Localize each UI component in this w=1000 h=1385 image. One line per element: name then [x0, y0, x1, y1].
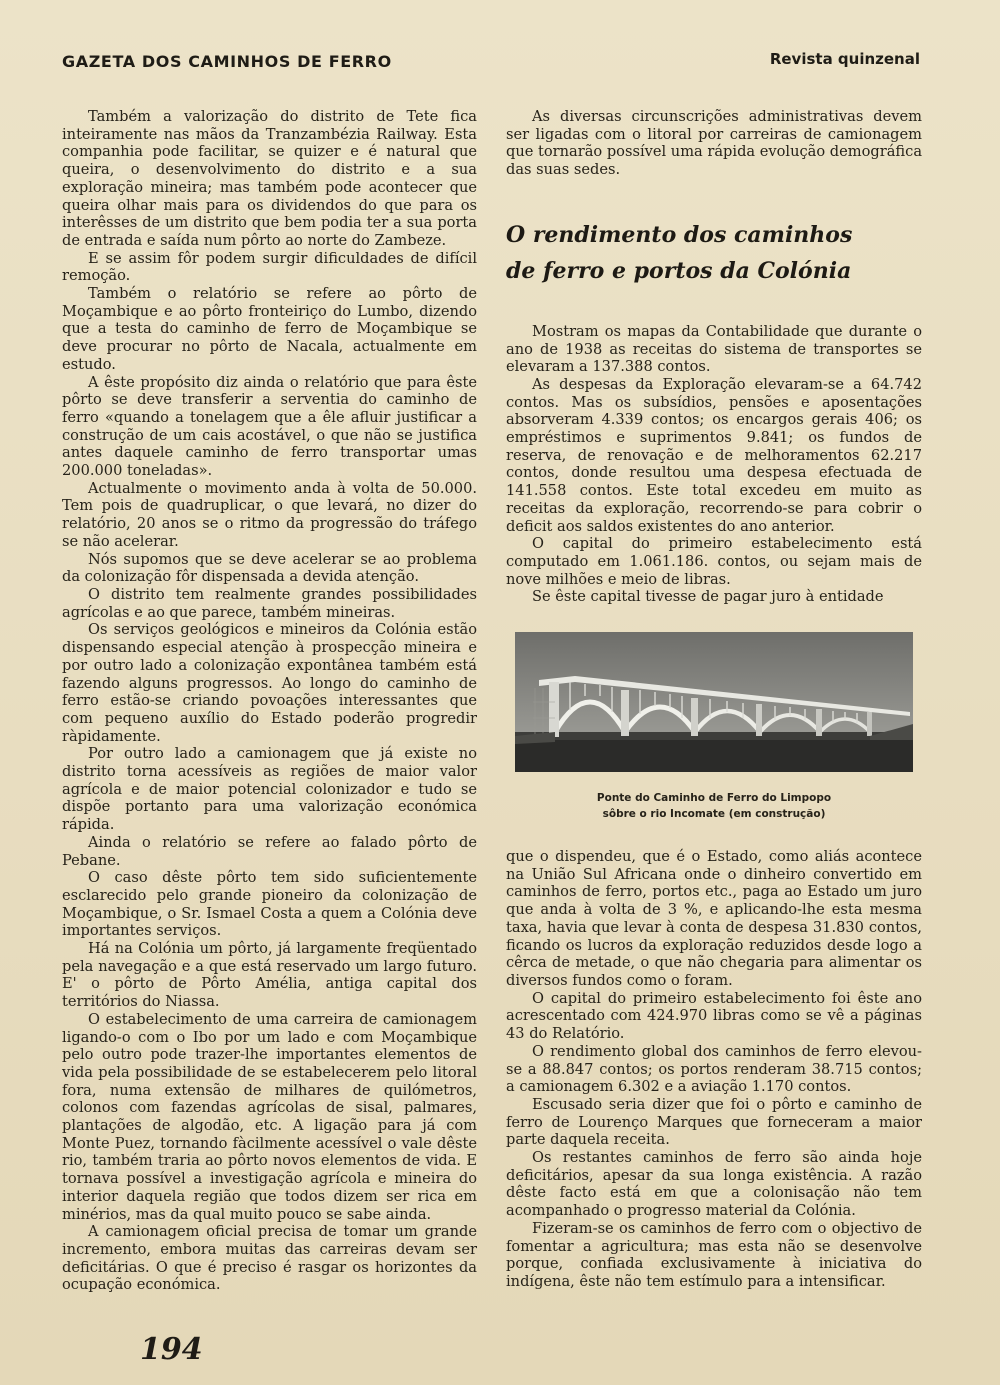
section-title-line: de ferro e portos da Colónia: [506, 257, 852, 284]
paragraph: O capital do primeiro estabelecimento está computado em 1.061.186. contos, ou sejam mais de nove milhões e meio de libras.: [506, 535, 922, 588]
left-column: [62, 108, 477, 1294]
paragraph: Os serviços geológicos e mineiros da Colónia estão dispensando especial atenção à prospecção mineira e por outro lado a colonização expontânea também está fazendo alguns progressos. Ao longo do caminho de ferro estão-se criando povoações interessantes que com pequeno auxílio do Estado poderão progredir ràpidamente.: [62, 621, 477, 745]
publication-title: GAZETA DOS CAMINHOS DE FERRO: [62, 52, 392, 71]
paragraph: Também a valorização do distrito de Tete fica inteiramente nas mãos da Tranzambézia Railway. Esta companhia pode facilitar, se quizer e é natural que queira, o desenvolvimento do distrito e a sua exploração mineira; mas também pode acontecer que queira olhar mais para os dividendos do que para os interêsses de um distrito que bem podia ter a sua porta de entrada e saída num pôrto ao norte do Zambeze.: [62, 108, 477, 249]
paragraph: O distrito tem realmente grandes possibilidades agrícolas e ao que parece, também mineiras.: [62, 585, 477, 621]
paragraph: Actualmente o movimento anda à volta de 50.000. Tem pois de quadruplicar, o que levará, no dizer do relatório, 20 anos se o ritmo da progressão do tráfego se não acelerar.: [62, 479, 477, 550]
bridge-photo: [515, 632, 913, 772]
bridge-illustration: [515, 632, 913, 772]
paragraph: A camionagem oficial precisa de tomar um grande incremento, embora muitas das carreiras devam ser deficitárias. O que é preciso é rasgar os horizontes da ocupação económica.: [62, 1223, 477, 1294]
paragraph: Ainda o relatório se refere ao falado pôrto de Pebane.: [62, 833, 477, 869]
paragraph: Escusado seria dizer que foi o pôrto e caminho de ferro de Lourenço Marques que forneceram a maior parte daquela receita.: [506, 1095, 922, 1149]
paragraph: Mostram os mapas da Contabilidade que durante o ano de 1938 as receitas do sistema de transportes se elevaram a 137.388 contos.: [506, 322, 922, 376]
paragraph: As despesas da Exploração elevaram-se a 64.742 contos. Mas os subsídios, pensões e aposentações absorveram 4.339 contos; os encargos gerais 406; os empréstimos e suprimentos 9.841; os fundos de reserva, de renovação e de melhoramentos 62.217 contos, donde resultou uma despesa efectuada de 141.558 contos. Este total excedeu em muito as receitas da exploração, recorrendo-se para cobrir o deficit aos saldos existentes do ano anterior.: [506, 375, 922, 535]
caption-line: sôbre o rio Incomate (em construção): [602, 808, 826, 821]
paragraph: Nós supomos que se deve acelerar se ao problema da colonização fôr dispensada a devida atenção.: [62, 550, 477, 586]
paragraph: Há na Colónia um pôrto, já largamente freqüentado pela navegação e a que está reservado um largo futuro. E' o pôrto de Pôrto Amélia, antiga capital dos territórios do Niassa.: [62, 940, 477, 1011]
section-title: [506, 217, 922, 289]
caption-line: Ponte do Caminho de Ferro do Limpopo: [596, 792, 832, 805]
paragraph: Fizeram-se os caminhos de ferro com o objectivo de fomentar a agricultura; mas esta não se desenvolve porque, confiada exclusivamente à iniciativa do indígena, êste não tem estímulo para a intensificar.: [506, 1219, 922, 1290]
paragraph: O rendimento global dos caminhos de ferro elevou-se a 88.847 contos; os portos renderam 38.715 contos; a camionagem 6.302 e a aviação 1.170 contos.: [506, 1042, 922, 1096]
photo-caption: [506, 790, 922, 822]
paragraph: A êste propósito diz ainda o relatório que para êste pôrto se deve transferir a serventia do caminho de ferro «quando a tonelagem que a êle afluir justificar a construção de um cais acostável, o que não se justifica antes daquele caminho de ferro transportar umas 200.000 toneladas».: [62, 373, 477, 480]
paragraph: Também o relatório se refere ao pôrto de Moçambique e ao pôrto fronteiriço do Lumbo, dizendo que a testa do caminho de ferro de Moçambique se deve procurar no pôrto de Nacala, actualmente em estudo.: [62, 285, 477, 373]
publication-subtitle: Revista quinzenal: [769, 50, 920, 68]
paragraph: Os restantes caminhos de ferro são ainda hoje deficitários, apesar da sua longa existência. A razão dêste facto está em que a colonisação não tem acompanhado o progresso material da Colónia.: [506, 1149, 922, 1220]
paragraph: Por outro lado a camionagem que já existe no distrito torna acessíveis as regiões de maior valor agrícola e de maior potencial colonizador e tudo se dispõe portanto para uma valorização económica rápida.: [62, 745, 477, 834]
page-number: 194: [140, 1332, 203, 1367]
paragraph: que o dispendeu, que é o Estado, como aliás acontece na União Sul Africana onde o dinheiro convertido em caminhos de ferro, portos etc., paga ao Estado um juro que anda à volta de 3 %, e aplicando-lhe esta mesma taxa, havia que levar à conta de despesa 31.830 contos, ficando os lucros da exploração reduzidos desde logo a cêrca de metade, o que não chegaria para alimentar os diversos fundos como o foram.: [506, 848, 922, 989]
paragraph: O capital do primeiro estabelecimento foi êste ano acrescentado com 424.970 libras como se vê a páginas 43 do Relatório.: [506, 989, 922, 1043]
paragraph: O estabelecimento de uma carreira de camionagem ligando-o com o Ibo por um lado e com Moçambique pelo outro pode trazer-lhe importantes elementos de vida pela possibilidade de se estabelecerem pelo litoral fora, numa extensão de milhares de quilómetros, colonos com fazendas agrícolas de sisal, palmares, plantações de algodão, etc. A ligação para já com Monte Puez, tornando fàcilmente acessível o vale dêste rio, também traria ao pôrto novos elementos de vida. E tornava possível a investigação agrícola e mineira do interior daquela região que todos dizem ser rica em minérios, mas da qual muito pouco se sabe ainda.: [62, 1010, 477, 1223]
right-column: [506, 108, 922, 1291]
paragraph: E se assim fôr podem surgir dificuldades de difícil remoção.: [62, 249, 477, 285]
section-title-line: O rendimento dos caminhos: [506, 221, 853, 248]
paragraph: O caso dêste pôrto tem sido suficientemente esclarecido pelo grande pioneiro da colonização de Moçambique, o Sr. Ismael Costa a quem a Colónia deve importantes serviços.: [62, 869, 477, 940]
paragraph: Se êste capital tivesse de pagar juro à entidade: [532, 588, 884, 606]
paragraph: As diversas circunscrições administrativas devem ser ligadas com o litoral por carreiras de camionagem que tornarão possível uma rápida evolução demográfica das suas sedes.: [506, 108, 923, 179]
